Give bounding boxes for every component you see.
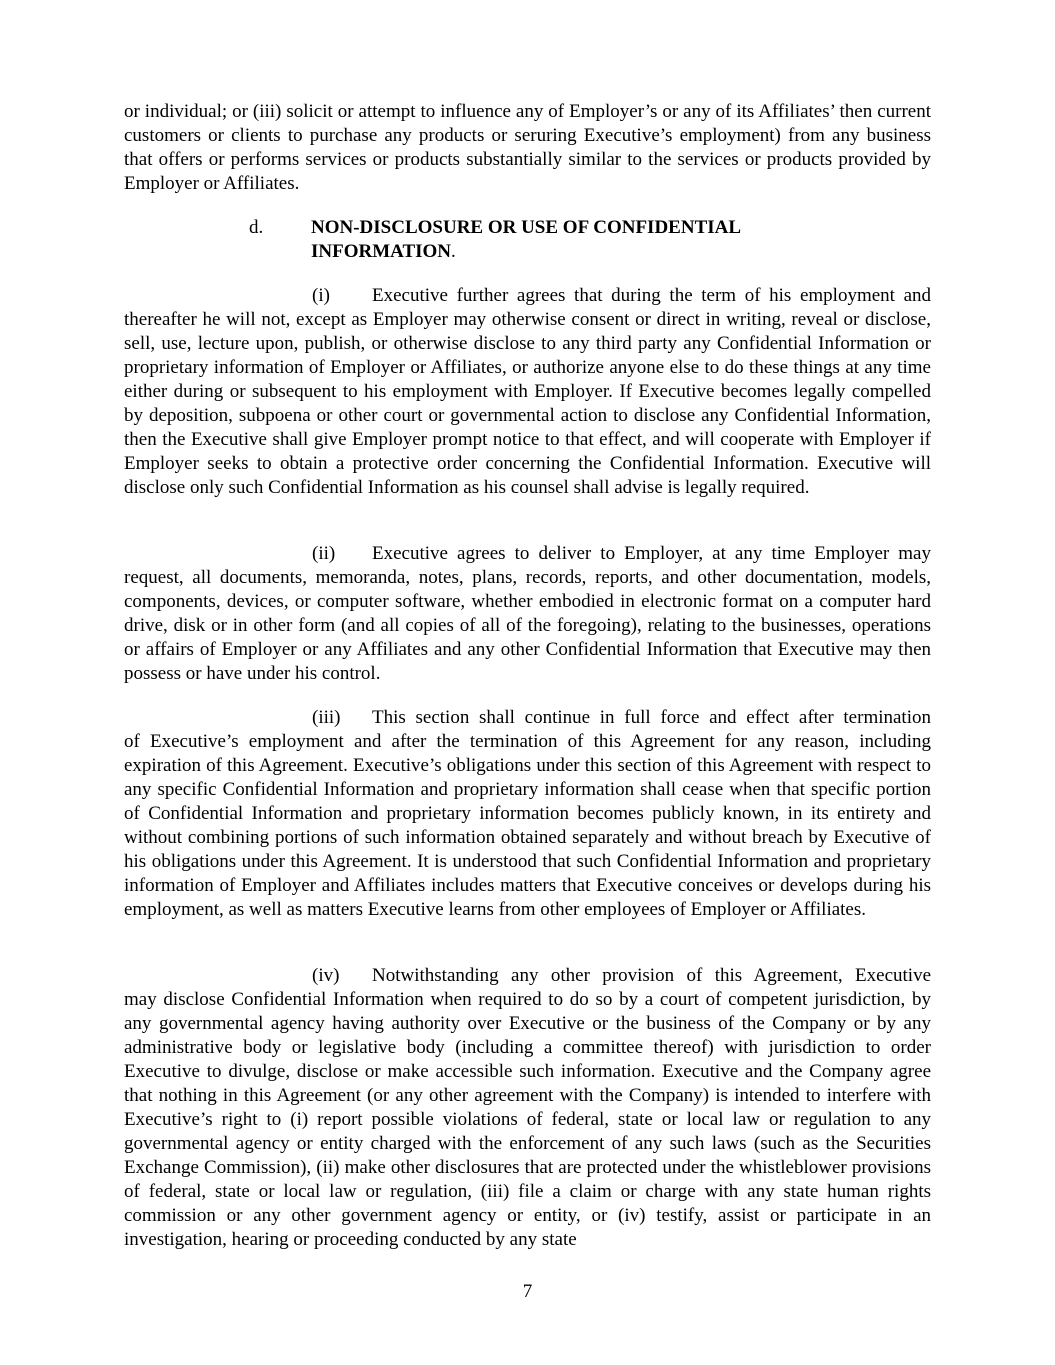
item-marker: (iii) [312,707,341,728]
paragraph-first-line [124,284,931,308]
page-number: 7 [522,1281,533,1302]
paragraph-lead: Notwithstanding any other provision of this Agreement, Executive [372,965,931,986]
paragraph-lead: This section shall continue in full force and effect after termination [372,707,931,728]
paragraph-body: thereafter he will not, except as Employer may otherwise consent or direct in writing, reveal or disclose, sell, use, lecture upon, publish, or otherwise disclose to any third party any Confidential Information or proprietary information of Employer or Affiliates, or authorize anyone else to do these things at any time either during or subsequent to his employment with Employer. If Executive becomes legally compelled by deposition, subpoena or other court or governmental action to disclose any Confidential Information, then the Executive shall give Employer prompt notice to that effect, and will cooperate with Employer if Employer seeks to obtain a protective order concerning the Confidential Information. Executive will disclose only such Confidential Information as his counsel shall advise is legally required. [124,309,931,498]
paragraph-body: request, all documents, memoranda, notes, plans, records, reports, and other documentation, models, components, devices, or computer software, whether embodied in electronic format on a computer hard drive, disk or in other form (and all copies of all of the foregoing), relating to the businesses, operations or affairs of Employer or any Affiliates and any other Confidential Information that Executive may then possess or have under his control. [124,567,931,684]
paragraph-iv [124,964,931,1252]
paragraph-first-line [124,542,931,566]
paragraph-ii [124,542,931,686]
paragraph-iii [124,706,931,922]
paragraph-lead: Executive further agrees that during the term of his employment and [372,285,931,306]
item-marker: (i) [312,285,330,306]
paragraph-body: may disclose Confidential Information when required to do so by a court of competent jurisdiction, by any governmental agency having authority over Executive or the business of the Company or by any administrative body or legislative body (including a committee thereof) with jurisdiction to order Executive to divulge, disclose or make accessible such information. Executive and the Company agree that nothing in this Agreement (or any other agreement with the Company) is intended to interfere with Executive’s right to (i) report possible violations of federal, state or local law or regulation to any governmental agency or entity charged with the enforcement of any such laws (such as the Securities Exchange Commission), (ii) make other disclosures that are protected under the whistleblower provisions of federal, state or local law or regulation, (iii) file a claim or charge with any state human rights commission or any other government agency or entity, or (iv) testify, assist or participate in an investigation, hearing or proceeding conducted by any state [124,989,931,1250]
paragraph-first-line [124,964,931,988]
section-title-text: NON-DISCLOSURE OR USE OF CONFIDENTIAL INFORMATION [311,217,740,262]
item-marker: (ii) [312,543,336,564]
paragraph-body: of Executive’s employment and after the termination of this Agreement for any reason, including expiration of this Agreement. Executive’s obligations under this section of this Agreement with respect to any specific Confidential Information and proprietary information shall cease when that specific portion of Confidential Information and proprietary information becomes publicly known, in its entirety and without combining portions of such information obtained separately and without breach by Executive of his obligations under this Agreement. It is understood that such Confidential Information and proprietary information of Employer and Affiliates includes matters that Executive conceives or develops during his employment, as well as matters Executive learns from other employees of Employer or Affiliates. [124,731,931,920]
section-title-period: . [451,241,456,262]
opening-paragraph: or individual; or (iii) solicit or attempt to influence any of Employer’s or any of its Affiliates’ then current customers or clients to purchase any products or seruring Executive’s employment) from any business that offers or performs services or products substantially similar to the services or products provided by Employer or Affiliates. [124,101,931,194]
section-title [311,216,831,264]
paragraph-lead: Executive agrees to deliver to Employer, at any time Employer may [372,543,931,564]
paragraph-first-line [124,706,931,730]
item-marker: (iv) [312,965,340,986]
section-number: d. [249,217,264,238]
paragraph-i [124,284,931,500]
